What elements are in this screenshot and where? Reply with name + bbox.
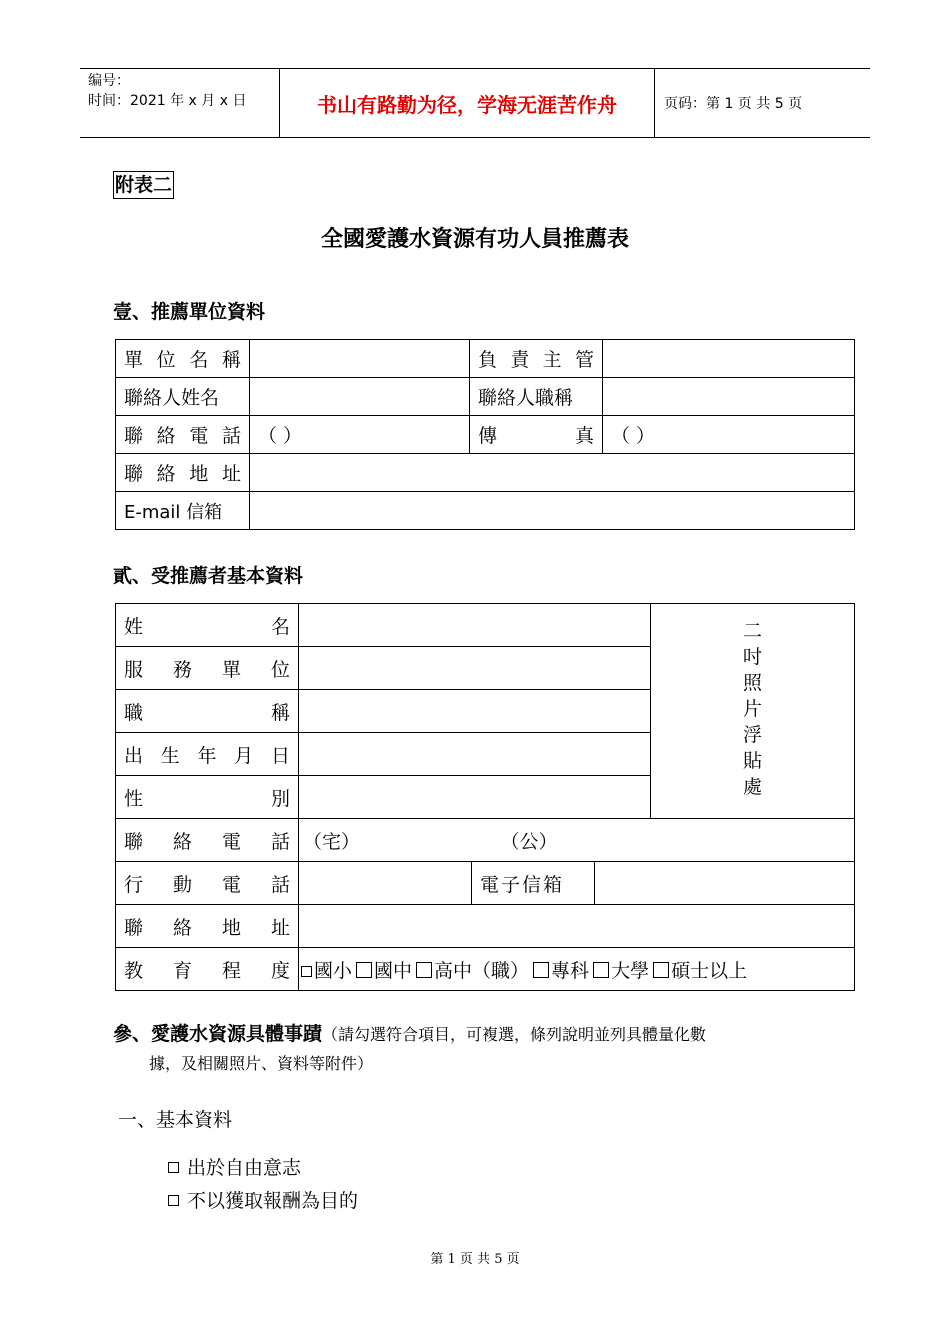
field-contact-phone-2[interactable] <box>299 819 855 862</box>
header-page-label: 页码：第 1 页 共 5 页 <box>664 96 803 112</box>
field-service-unit[interactable] <box>299 647 651 690</box>
header-motto: 书山有路勤为径，学海无涯苦作舟 <box>280 69 655 137</box>
edu-option: 高中（職） <box>434 959 530 982</box>
photo-area: 二 吋 照 片 浮 貼 處 <box>651 604 855 819</box>
field-job-title[interactable] <box>299 690 651 733</box>
time-label: 时间：2021 年 x 月 x 日 <box>88 93 247 109</box>
edu-option: 國中 <box>374 959 413 982</box>
attachment-tag: 附表二 <box>113 171 174 199</box>
number-label: 编号： <box>88 73 130 89</box>
section2-heading: 貳、受推薦者基本資料 <box>113 565 304 587</box>
label-contact-phone: 聯 絡 電 話 <box>116 416 250 454</box>
document-title: 全國愛護水資源有功人員推薦表 <box>320 226 629 252</box>
label-service-unit: 服 務 單 位 <box>116 647 299 690</box>
section3-intro <box>113 1020 833 1078</box>
label-job-title: 職 稱 <box>116 690 299 733</box>
label-email-2: 電子信箱 <box>472 862 595 905</box>
checkbox-free-will[interactable] <box>168 1162 179 1173</box>
edu-option: 專科 <box>551 959 590 982</box>
label-name: 姓 名 <box>116 604 299 647</box>
section3-heading: 參、愛護水資源具體事蹟 <box>113 1023 323 1045</box>
recommending-unit-table <box>115 339 855 530</box>
field-contact-title[interactable] <box>603 378 855 416</box>
label-contact-address: 聯 絡 地 址 <box>116 454 250 492</box>
field-name[interactable] <box>299 604 651 647</box>
check-label: 出於自由意志 <box>187 1157 302 1179</box>
page-footer: 第 1 页 共 5 页 <box>430 1252 520 1267</box>
label-address: 聯 絡 地 址 <box>116 905 299 948</box>
section3-note-1: （請勾選符合項目，可複選，條列說明並列具體量化數 <box>322 1025 707 1044</box>
checkbox-item[interactable] <box>168 1153 301 1180</box>
edu-option: 大學 <box>611 959 650 982</box>
subsection-basic-info: 一、基本資料 <box>118 1109 233 1131</box>
label-education: 教 育 程 度 <box>116 948 299 991</box>
checkbox-edu-5[interactable] <box>593 962 609 978</box>
field-fax[interactable]: （ ） <box>603 416 855 454</box>
label-contact-phone-2: 聯 絡 電 話 <box>116 819 299 862</box>
section3-note-2: 據，及相關照片、資料等附件） <box>149 1054 374 1073</box>
nominee-table <box>115 603 855 991</box>
field-contact-phone[interactable]: （ ） <box>250 416 470 454</box>
field-email[interactable] <box>250 492 855 530</box>
field-unit-name[interactable] <box>250 340 470 378</box>
section1-heading: 壹、推薦單位資料 <box>113 301 266 323</box>
page-header <box>80 68 870 138</box>
label-mobile: 行 動 電 話 <box>116 862 299 905</box>
field-address[interactable] <box>299 905 855 948</box>
field-gender[interactable] <box>299 776 651 819</box>
edu-option: 國小 <box>314 959 353 982</box>
field-birth-date[interactable] <box>299 733 651 776</box>
checkbox-edu-3[interactable] <box>416 962 432 978</box>
checkbox-edu-4[interactable] <box>533 962 549 978</box>
field-contact-address[interactable] <box>250 454 855 492</box>
label-contact-name: 聯絡人姓名 <box>116 378 250 416</box>
header-meta <box>80 69 280 137</box>
edu-option: 碩士以上 <box>671 959 748 982</box>
label-unit-name: 單 位 名 稱 <box>116 340 250 378</box>
label-head-supervisor: 負 責 主 管 <box>470 340 603 378</box>
label-email: E-mail 信箱 <box>116 492 250 530</box>
office-label: （公） <box>510 830 558 853</box>
check-label: 不以獲取報酬為目的 <box>187 1190 359 1212</box>
label-gender: 性 別 <box>116 776 299 819</box>
field-email-2[interactable] <box>595 862 855 905</box>
field-education <box>299 948 855 991</box>
checkbox-edu-2[interactable] <box>356 962 372 978</box>
checkbox-edu-1[interactable] <box>301 966 312 977</box>
checkbox-edu-6[interactable] <box>653 962 669 978</box>
field-mobile[interactable] <box>299 862 472 905</box>
label-birth-date: 出 生 年 月 日 <box>116 733 299 776</box>
checkbox-item[interactable] <box>168 1186 358 1213</box>
label-fax: 傳 真 <box>470 416 603 454</box>
field-head-supervisor[interactable] <box>603 340 855 378</box>
field-contact-name[interactable] <box>250 378 470 416</box>
label-contact-title: 聯絡人職稱 <box>470 378 603 416</box>
checkbox-no-reward[interactable] <box>168 1195 179 1206</box>
home-label: （宅） <box>303 830 361 853</box>
